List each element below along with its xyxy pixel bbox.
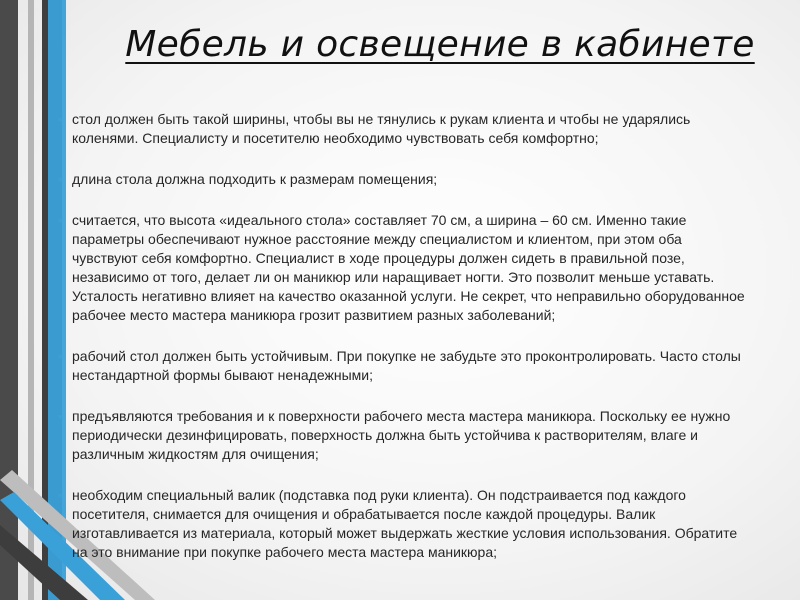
bullet-text: рабочий стол должен быть устойчивым. При покупке не забудьте это проконтролировать. Часто столы нестандартной формы бывают ненадежными; (72, 348, 741, 383)
bullet-icon: • (58, 487, 63, 503)
list-item (58, 486, 748, 562)
slide-title: Мебель и освещение в кабинете (125, 24, 755, 65)
bullet-icon: • (58, 171, 63, 187)
bullet-icon: • (58, 408, 63, 424)
bullet-icon: • (58, 212, 63, 228)
bullet-text: стол должен быть такой ширины, чтобы вы не тянулись к рукам клиента и чтобы не ударялись коленями. Специалисту и посетителю необходимо чувствовать себя комфортно; (72, 111, 691, 146)
bullet-icon: • (58, 348, 63, 364)
bullet-text: считается, что высота «идеального стола» составляет 70 см, а ширина – 60 см. Именно такие параметры обеспечивают нужное расстояние между специалистом и клиентом, при этом оба чувствуют себя комфортно. Специалист в ходе процедуры должен сидеть в правильной позе, независимо от того, делает ли он маникюр или наращивает ногти. Это позволит меньше уставать. Усталость негативно влияет на качество оказанной услуги. Не секрет, что неправильно оборудованное рабочее место мастера маникюра грозит развитием разных заболеваний; (72, 212, 745, 323)
list-item (58, 170, 748, 189)
bullet-list (58, 110, 748, 584)
bullet-text: длина стола должна подходить к размерам помещения; (72, 171, 438, 187)
bullet-text: необходим специальный валик (подставка под руки клиента). Он подстраивается под каждого посетителя, снимается для очищения и обрабатывается после каждой процедуры. Валик изготавливается из материала, который может выдержать жесткие условия использования. Обратите на это внимание при покупке рабочего места мастера маникюра; (72, 487, 738, 560)
list-item (58, 211, 748, 325)
bullet-text: предъявляются требования и к поверхности рабочего места мастера маникюра. Поскольку ее нужно периодически дезинфицировать, поверхность должна быть устойчива к растворителям, влаге и различным жидкостям для очищения; (72, 408, 731, 462)
list-item (58, 347, 748, 385)
list-item (58, 110, 748, 148)
list-item (58, 407, 748, 464)
bullet-icon: • (58, 111, 63, 127)
